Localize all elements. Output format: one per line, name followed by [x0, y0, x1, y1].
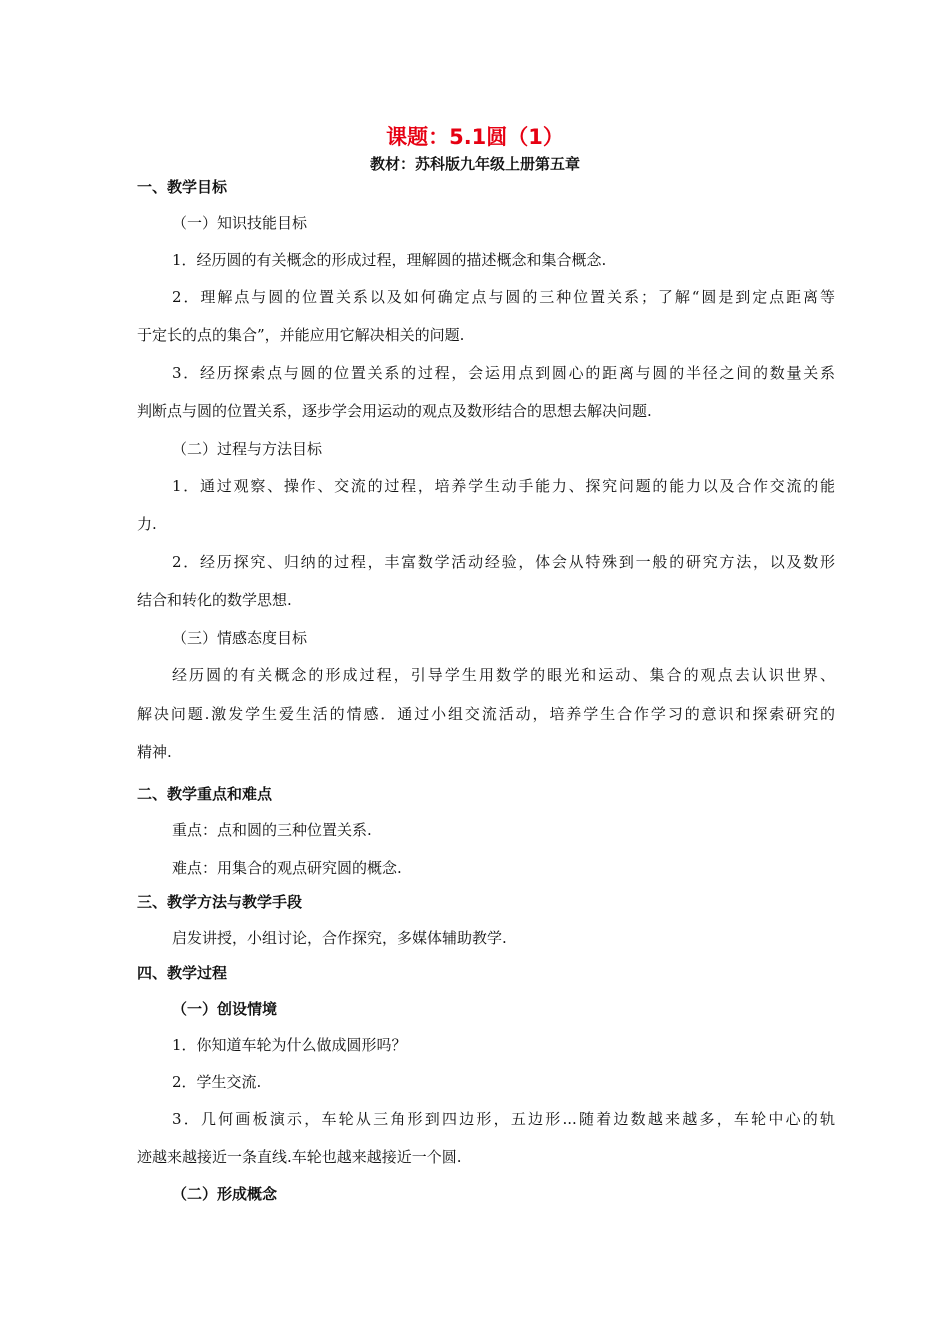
section-heading-process: 四、教学过程 [137, 964, 228, 982]
paragraph-line: 2．理解点与圆的位置关系以及如何确定点与圆的三种位置关系；了解“圆是到定点距离等 [172, 288, 835, 306]
paragraph-line: 难点：用集合的观点研究圆的概念. [172, 859, 402, 877]
subheading-concept: （二）形成概念 [172, 1185, 278, 1203]
paragraph-line: 1．经历圆的有关概念的形成过程，理解圆的描述概念和集合概念. [172, 251, 607, 269]
paragraph-line: 经历圆的有关概念的形成过程，引导学生用数学的眼光和运动、集合的观点去认识世界、 [172, 666, 835, 684]
paragraph-line: 解决问题.激发学生爱生活的情感．通过小组交流活动，培养学生合作学习的意识和探索研究的 [137, 705, 835, 723]
subheading-process: （二）过程与方法目标 [172, 440, 323, 458]
subheading-attitude: （三）情感态度目标 [172, 629, 308, 647]
page-subtitle: 教材：苏科版九年级上册第五章 [369, 155, 580, 173]
paragraph-line: 力. [137, 515, 157, 533]
page-title: 课题：5.1圆（1） [386, 125, 564, 149]
paragraph-line: 1．通过观察、操作、交流的过程，培养学生动手能力、探究问题的能力以及合作交流的能 [172, 477, 835, 495]
section-heading-methods: 三、教学方法与教学手段 [137, 893, 303, 911]
paragraph-line: 启发讲授，小组讨论，合作探究，多媒体辅助教学. [172, 929, 507, 947]
paragraph-line: 精神. [137, 743, 172, 761]
paragraph-line: 于定长的点的集合”，并能应用它解决相关的问题. [137, 326, 465, 344]
paragraph-line: 2．经历探究、归纳的过程，丰富数学活动经验，体会从特殊到一般的研究方法，以及数形 [172, 553, 835, 571]
paragraph-line: 重点：点和圆的三种位置关系. [172, 821, 372, 839]
paragraph-line: 3．几何画板演示，车轮从三角形到四边形，五边形...随着边数越来越多，车轮中心的轨 [172, 1110, 835, 1128]
paragraph-line: 迹越来越接近一条直线.车轮也越来越接近一个圆. [137, 1148, 462, 1166]
paragraph-line: 2．学生交流. [172, 1073, 262, 1091]
paragraph-line: 1．你知道车轮为什么做成圆形吗？ [172, 1036, 407, 1054]
section-heading-objectives: 一、教学目标 [137, 178, 228, 196]
paragraph-line: 3．经历探索点与圆的位置关系的过程，会运用点到圆心的距离与圆的半径之间的数量关系 [172, 364, 835, 382]
section-heading-key-points: 二、教学重点和难点 [137, 785, 273, 803]
subheading-scenario: （一）创设情境 [172, 1000, 278, 1018]
paragraph-line: 判断点与圆的位置关系，逐步学会用运动的观点及数形结合的思想去解决问题. [137, 402, 652, 420]
subheading-knowledge: （一）知识技能目标 [172, 214, 308, 232]
paragraph-line: 结合和转化的数学思想. [137, 591, 292, 609]
